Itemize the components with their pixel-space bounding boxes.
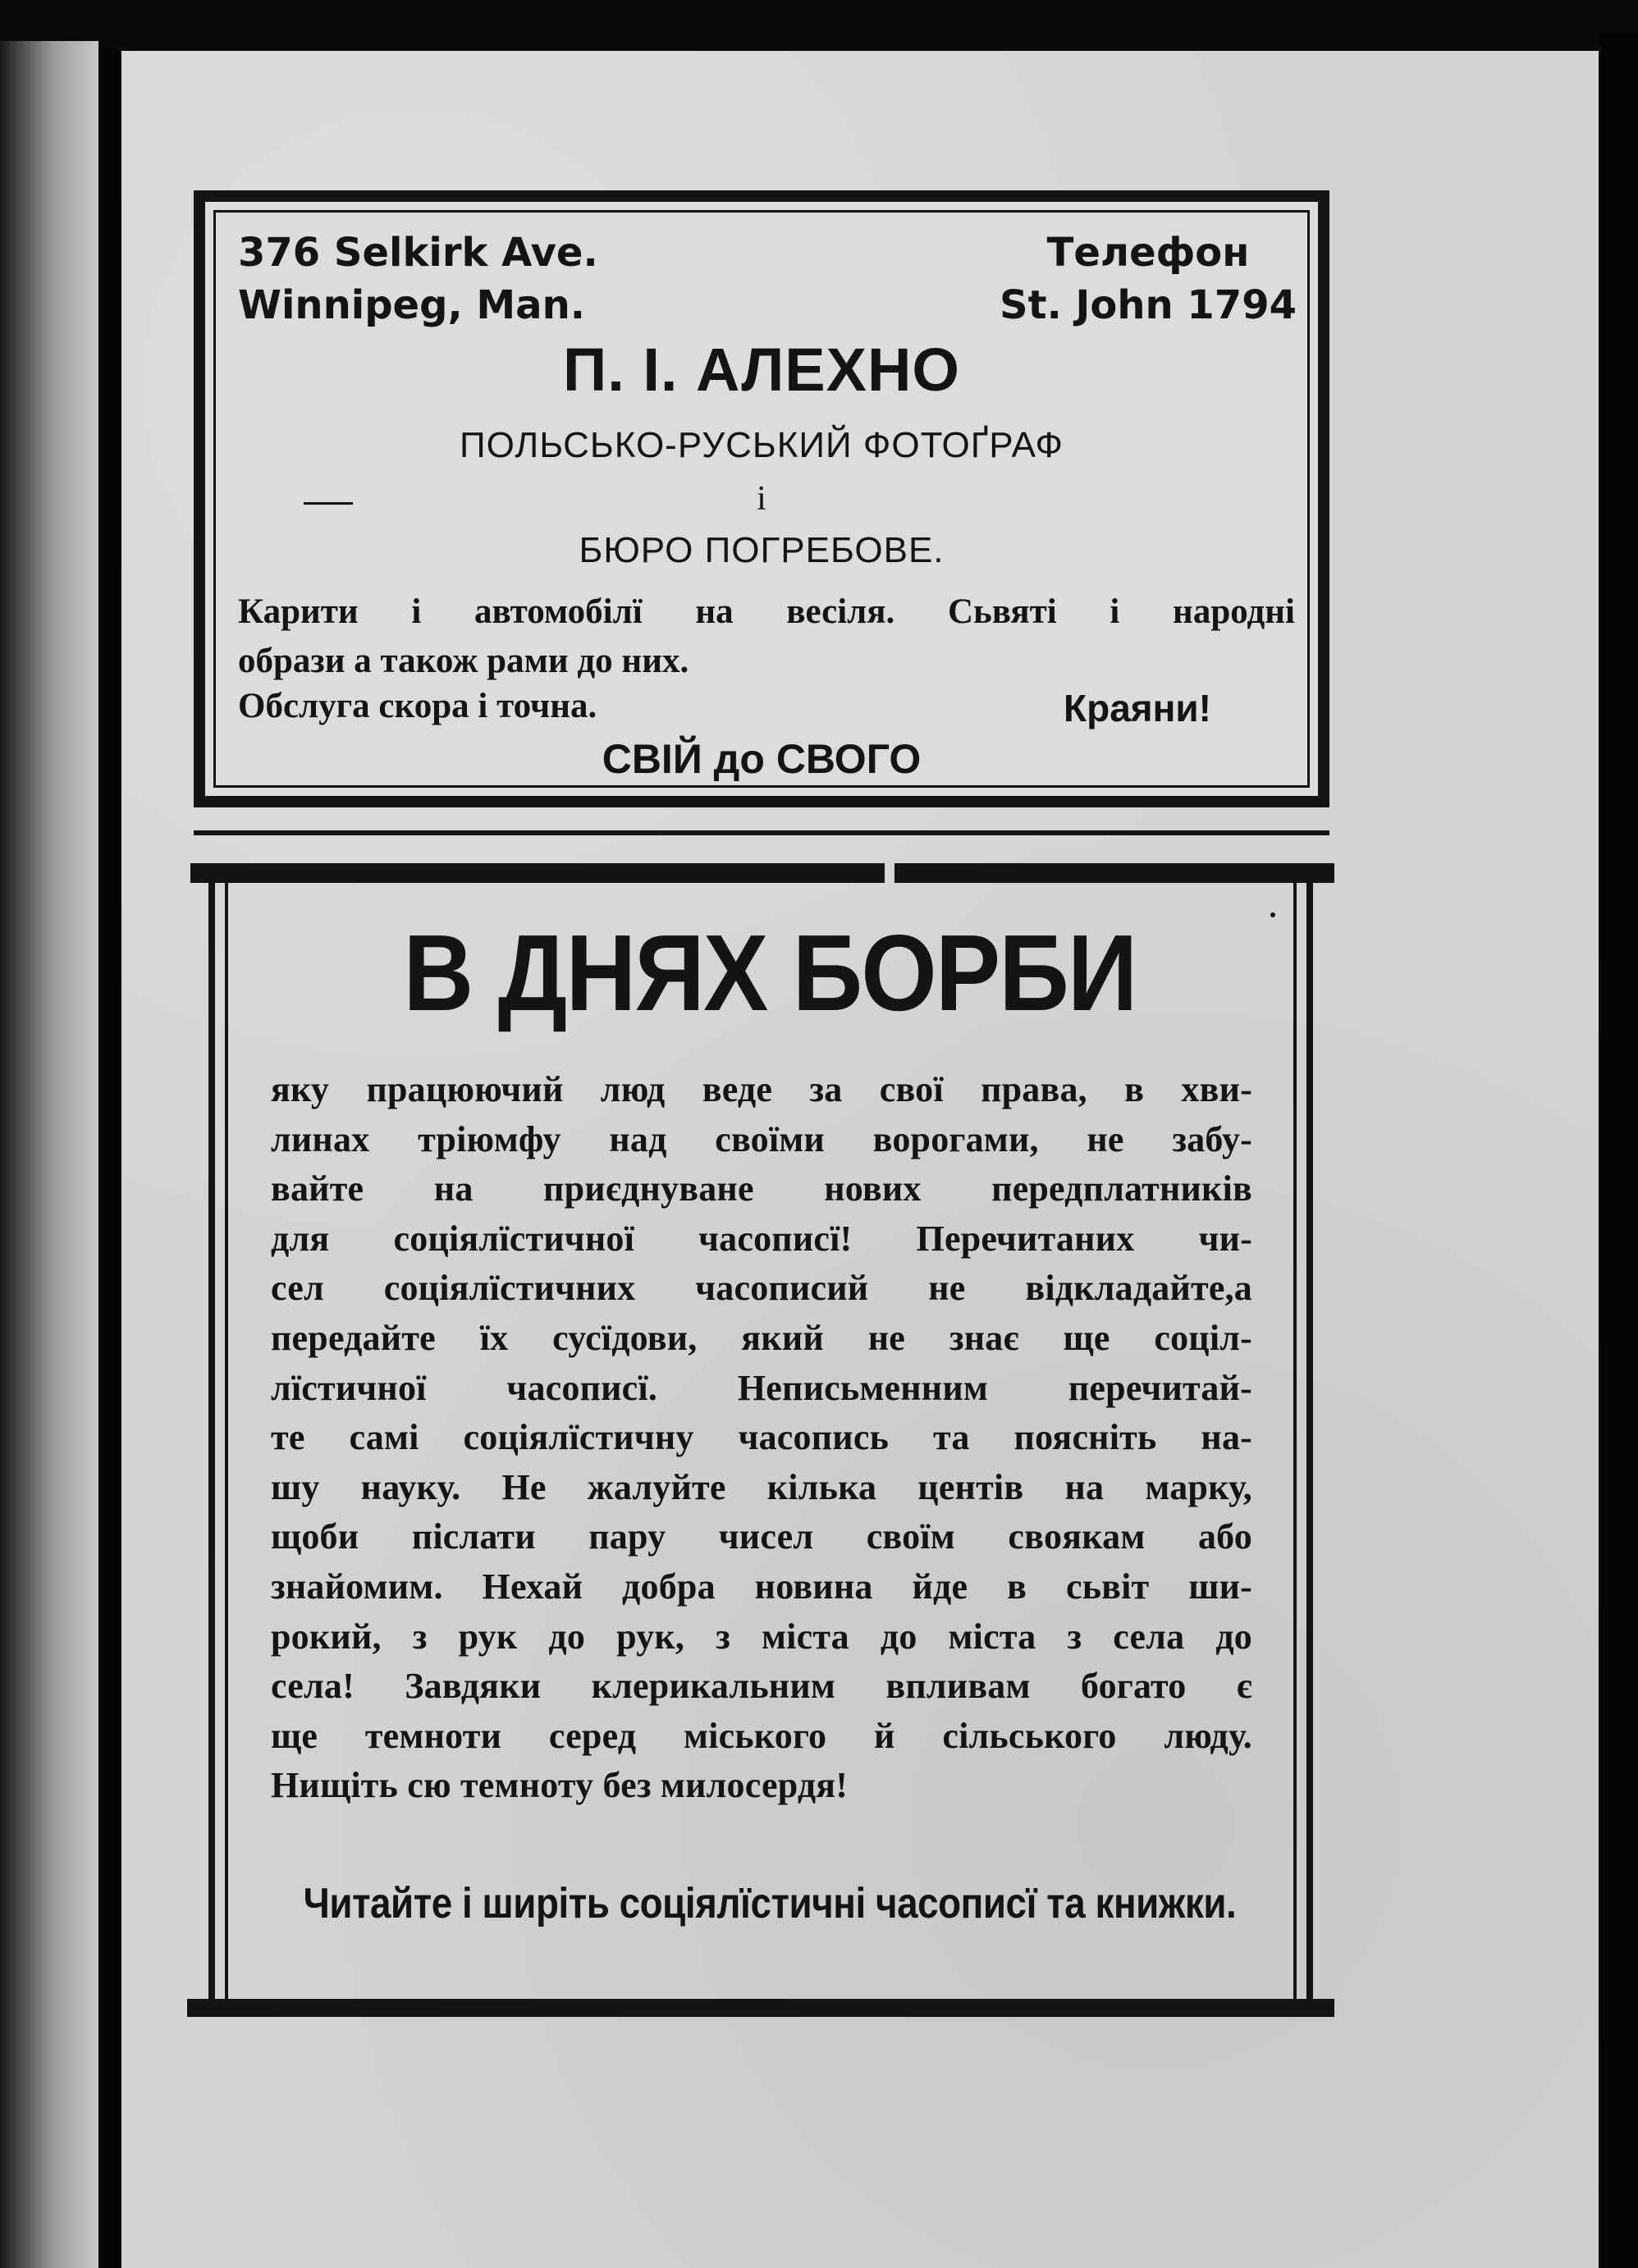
ad-bureau: БЮРО ПОГРЕБОВЕ. <box>579 530 945 570</box>
ad-phone-label: Телефон <box>1046 230 1250 276</box>
ad-countrymen-callout: Краяни! <box>1064 687 1211 729</box>
article-body-line: знайомим. Нехай добра новина йде в сьвіт ши- <box>271 1566 1252 1607</box>
article-body <box>271 1065 1252 1811</box>
ad-slogan: СВІЙ до СВОГО <box>602 736 922 782</box>
article-body-line: линах тріюмфу над своїми ворогами, не забу- <box>271 1118 1252 1159</box>
article-top-rule-left <box>190 863 885 883</box>
article-bottom-rule <box>187 1999 1334 2017</box>
article-left-inner-border <box>225 883 228 1999</box>
ad-description <box>238 588 1295 686</box>
article-top-rule-right <box>894 863 1334 883</box>
article-body-line: лїстичної часописї. Неписьменним перечитай- <box>271 1367 1252 1408</box>
ad-profession: ПОЛЬСЬКО-РУСЬКИЙ ФОТОҐРАФ <box>460 425 1064 465</box>
article-body-line: ще темноти серед міського й сільського люду. <box>271 1715 1252 1756</box>
article-body-line: для соціялїстичної часописї! Перечитаних чи- <box>271 1218 1252 1259</box>
article-body-line: те самі соціялїстичну часопись та поясніть на- <box>271 1417 1252 1458</box>
adjacent-page-edge <box>0 41 98 2268</box>
article-body-line: вайте на приєднуване нових передплатників <box>271 1168 1252 1209</box>
ad-conjunction: і <box>757 480 766 518</box>
page-gutter <box>98 49 121 2268</box>
article-headline: В ДНЯХ БОРБИ <box>403 912 1137 1033</box>
article-body-line: передайте їх сусїдови, який не знає ще соціл- <box>271 1317 1252 1358</box>
article-right-border <box>1306 883 1313 1999</box>
separator-rule <box>194 830 1329 835</box>
scan-right-edge <box>1599 33 1638 2268</box>
photographer-advertisement <box>194 190 1329 807</box>
article-body-line: рокий, з рук до рук, з міста до міста з села до <box>271 1616 1252 1657</box>
ad-service-note: Обслуга скора і точна. <box>238 687 597 725</box>
article-body-line: щоби післати пару чисел своїм свoякам або <box>271 1516 1252 1557</box>
ad-address-line2: Winnipeg, Man. <box>238 282 585 328</box>
article-body-line: яку працюючий люд веде за свої права, в хви- <box>271 1069 1252 1109</box>
article-footer-callout: Читайте і ширіть соціялїстичні часописї та книжки. <box>303 1880 1237 1927</box>
ad-phone-number: St. John 1794 <box>1000 282 1297 328</box>
ad-description-line: Карити і автомобілї на весіля. Сьвяті і народні <box>238 592 1295 631</box>
article-body-line: сел соціялїстичних часописий не відкладайте,а <box>271 1268 1252 1309</box>
ad-address <box>238 226 598 332</box>
ad-business-name: П. І. АЛЕХНО <box>563 336 960 404</box>
article-body-line: села! Завдяки клерикальним впливам богато є <box>271 1666 1252 1707</box>
ad-address-line1: 376 Selkirk Ave. <box>238 230 598 276</box>
article-right-inner-border <box>1293 883 1297 1999</box>
article-body-line: Нищіть сю темноту без милосердя! <box>271 1765 849 1806</box>
ad-phone <box>1000 226 1297 332</box>
article-left-border <box>208 883 215 1999</box>
print-speck <box>1270 912 1275 917</box>
article-body-line: шу науку. Не жалуйте кілька центів на марку, <box>271 1466 1252 1507</box>
ad-description-line: образи а також рами до них. <box>238 642 689 680</box>
